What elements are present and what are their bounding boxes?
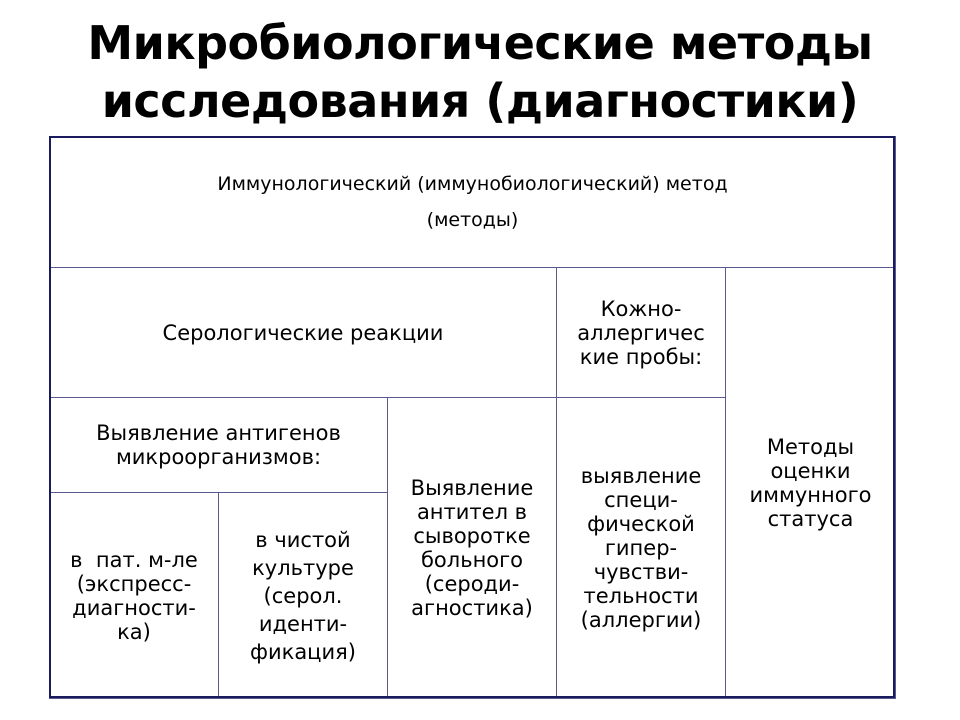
- antibodies-line: (сероди-: [424, 572, 520, 596]
- antibodies-line: больного: [420, 548, 524, 572]
- antibodies-line: сыворотке: [413, 524, 531, 548]
- status-line: Методы: [766, 435, 855, 459]
- title-line-1: Микробиологические методы: [87, 16, 873, 70]
- skin-line: аллергичес: [577, 320, 705, 345]
- culture-line: фикация): [250, 639, 356, 664]
- path-line: ка): [117, 619, 151, 644]
- culture-line: иденти-: [258, 611, 348, 636]
- hyper-line: гипер-: [604, 536, 678, 560]
- antigens-line: микроорганизмов:: [115, 445, 322, 469]
- antibodies-line: агностика): [411, 596, 533, 620]
- skin-line: Кожно-: [600, 296, 682, 321]
- table-frame: [49, 136, 895, 698]
- title-line-2: исследования (диагностики): [101, 74, 859, 128]
- culture-line: в чистой: [255, 527, 351, 552]
- immuno-line-2: (методы): [426, 209, 519, 231]
- path-line: в пат. м-ле: [70, 547, 198, 572]
- hyper-line: фической: [587, 512, 695, 536]
- hyper-line: чувстви-: [593, 560, 689, 584]
- immuno-line-1: Иммунологический (иммунобиологический) метод: [217, 173, 728, 195]
- slide-title: [0, 14, 960, 130]
- hyper-line: специ-: [604, 488, 678, 512]
- hyper-line: выявление: [580, 464, 702, 488]
- skin-line: кие пробы:: [579, 344, 703, 369]
- culture-line: культуре: [252, 555, 354, 580]
- path-line: диагности-: [72, 595, 196, 620]
- path-line: (экспресс-: [76, 571, 192, 596]
- serological-label: Серологические реакции: [162, 320, 444, 345]
- antibodies-line: Выявление: [410, 476, 534, 500]
- antigens-line: Выявление антигенов: [96, 421, 341, 445]
- hyper-line: тельности: [583, 584, 699, 608]
- status-line: статуса: [767, 507, 854, 531]
- status-line: оценки: [770, 459, 851, 483]
- antibodies-line: антител в: [416, 500, 528, 524]
- hyper-line: (аллергии): [580, 608, 702, 632]
- status-line: иммунного: [749, 483, 872, 507]
- culture-line: (серол.: [263, 583, 343, 608]
